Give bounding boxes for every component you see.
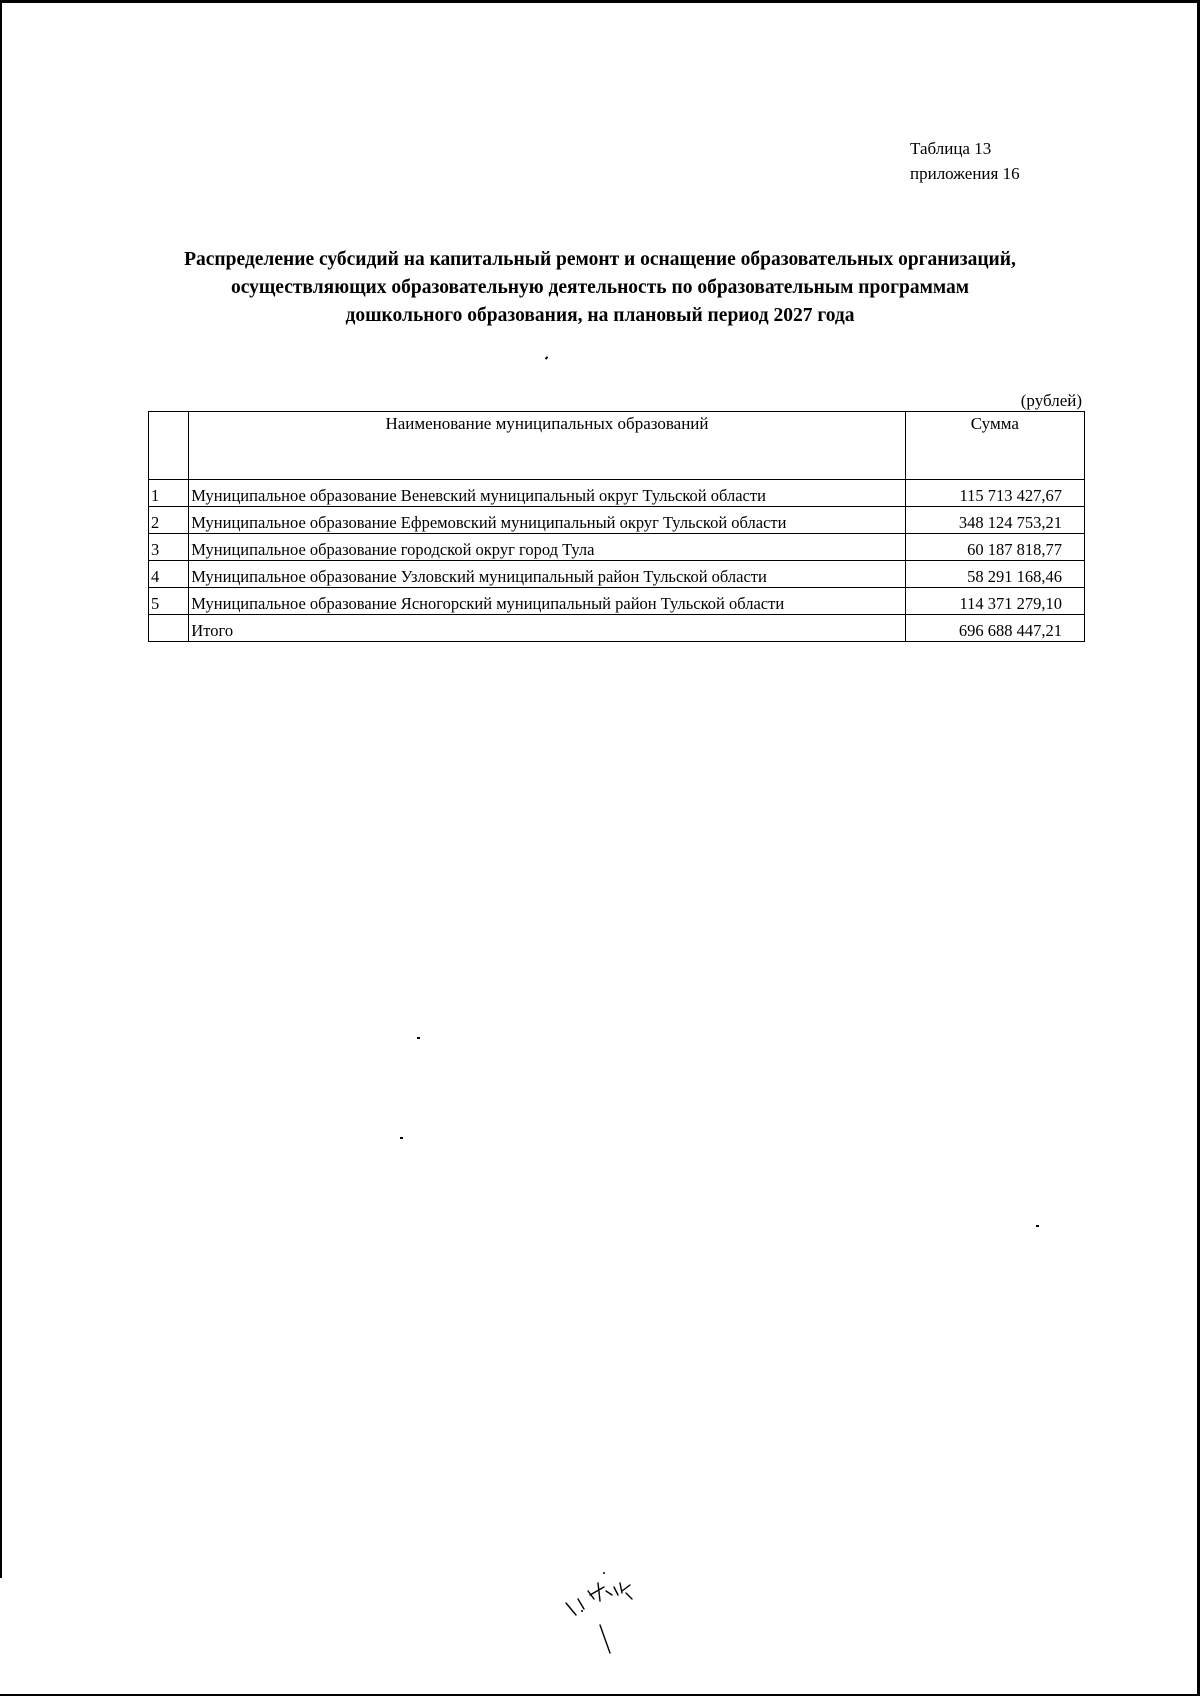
row-name: Муниципальное образование Ефремовский муниципальный округ Тульской области <box>189 507 905 534</box>
total-row <box>149 615 1085 642</box>
scan-speck <box>400 1137 403 1139</box>
table-row <box>149 480 1085 507</box>
row-name: Муниципальное образование Узловский муниципальный район Тульской области <box>189 561 905 588</box>
row-name: Муниципальное образование Ясногорский муниципальный район Тульской области <box>189 588 905 615</box>
title-line-1: Распределение субсидий на капитальный ремонт и оснащение образовательных организаций, <box>184 249 1016 270</box>
row-number: 3 <box>149 534 189 561</box>
row-name: Муниципальное образование городской округ город Тула <box>189 534 905 561</box>
handwritten-signature <box>560 1565 680 1665</box>
document-title <box>100 246 1100 330</box>
page-left-edge <box>0 0 2 1578</box>
title-line-3: дошкольного образования, на плановый период 2027 года <box>345 305 855 326</box>
subsidy-table <box>148 411 1085 642</box>
row-number: 4 <box>149 561 189 588</box>
header-number <box>149 412 189 480</box>
table-row <box>149 507 1085 534</box>
total-sum: 696 688 447,21 <box>905 615 1084 642</box>
row-sum: 348 124 753,21 <box>905 507 1084 534</box>
row-number: 1 <box>149 480 189 507</box>
header-sum: Сумма <box>905 412 1084 480</box>
row-sum: 115 713 427,67 <box>905 480 1084 507</box>
row-name: Муниципальное образование Веневский муниципальный округ Тульской области <box>189 480 905 507</box>
table-header-row <box>149 412 1085 480</box>
title-line-2: осуществляющих образовательную деятельность по образовательным программам <box>230 277 970 298</box>
table-number: Таблица 13 <box>910 139 992 158</box>
table-reference <box>910 136 1020 186</box>
table-row <box>149 534 1085 561</box>
row-sum: 114 371 279,10 <box>905 588 1084 615</box>
total-number <box>149 615 189 642</box>
row-number: 2 <box>149 507 189 534</box>
units-label: (рублей) <box>1020 391 1082 410</box>
row-number: 5 <box>149 588 189 615</box>
row-sum: 60 187 818,77 <box>905 534 1084 561</box>
scan-speck <box>1036 1225 1039 1227</box>
table-row <box>149 588 1085 615</box>
appendix-number: приложения 16 <box>910 164 1020 183</box>
table-row <box>149 561 1085 588</box>
scan-speck <box>417 1037 420 1039</box>
total-label: Итого <box>189 615 905 642</box>
row-sum: 58 291 168,46 <box>905 561 1084 588</box>
header-name: Наименование муниципальных образований <box>189 412 905 480</box>
